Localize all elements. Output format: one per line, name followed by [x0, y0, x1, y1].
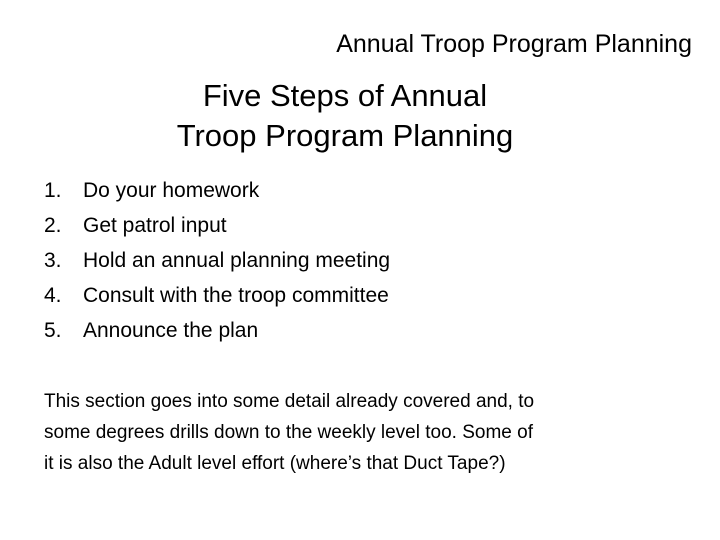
step-text: Consult with the troop committee	[83, 284, 389, 307]
step-item	[44, 173, 390, 208]
step-item	[44, 243, 390, 278]
note-line: This section goes into some detail already covered and, to	[44, 391, 535, 412]
step-text: Get patrol input	[83, 214, 227, 237]
step-item	[44, 208, 390, 243]
step-item	[44, 278, 390, 313]
slide-title	[0, 76, 690, 156]
steps-list	[44, 173, 390, 348]
slide-title-line: Troop Program Planning	[176, 118, 514, 153]
step-text: Do your homework	[83, 179, 260, 202]
step-number: 4.	[44, 284, 62, 307]
step-number: 2.	[44, 214, 62, 237]
slide-title-line: Five Steps of Annual	[202, 78, 488, 113]
step-text: Hold an annual planning meeting	[83, 249, 391, 272]
note-line: it is also the Adult level effort (where’s that Duct Tape?)	[44, 453, 506, 474]
step-number: 3.	[44, 249, 62, 272]
step-text: Announce the plan	[83, 319, 259, 342]
section-note	[44, 386, 694, 479]
header-title: Annual Troop Program Planning	[336, 30, 692, 58]
step-item	[44, 313, 390, 348]
step-number: 1.	[44, 179, 62, 202]
step-number: 5.	[44, 319, 62, 342]
note-line: some degrees drills down to the weekly level too. Some of	[44, 422, 533, 443]
